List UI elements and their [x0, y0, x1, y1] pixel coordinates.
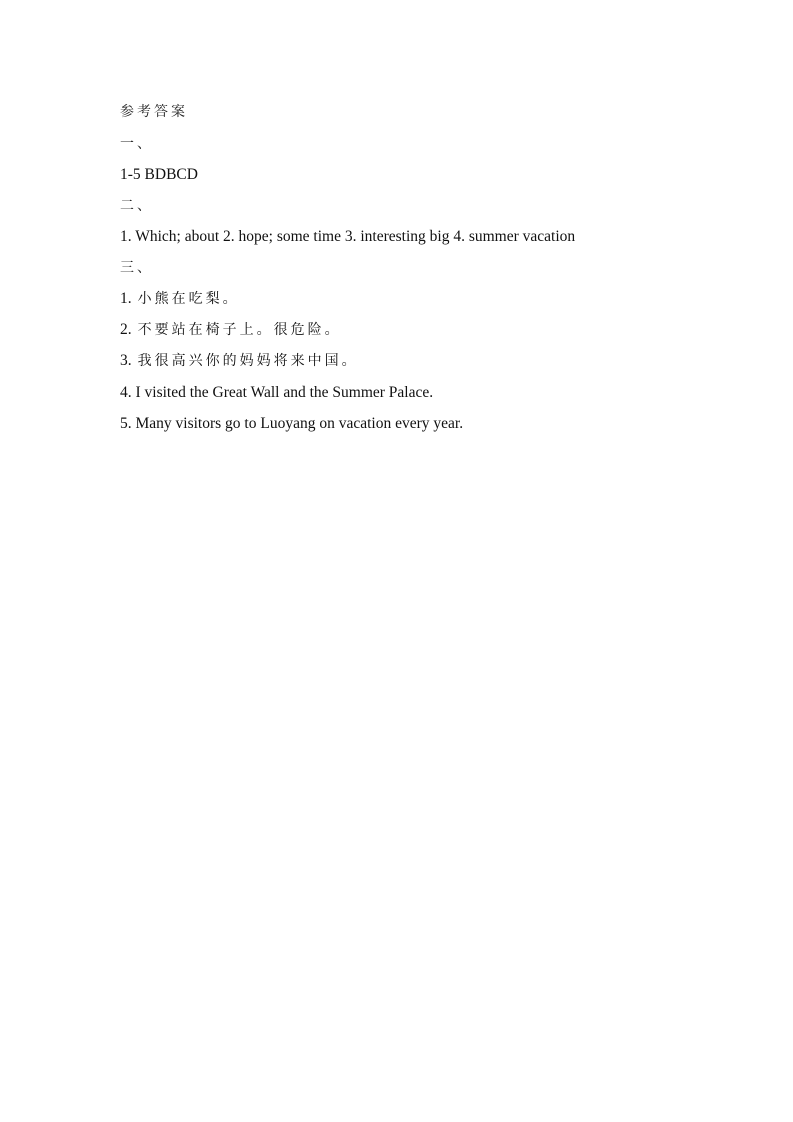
section-2-label: 二、 — [120, 198, 154, 214]
item-text: 小熊在吃梨。 — [137, 291, 240, 307]
section-3-label: 三、 — [120, 260, 154, 276]
item-text: 不要站在椅子上。很危险。 — [137, 322, 342, 338]
section-3-item-1 — [120, 289, 240, 309]
item-number: 2. — [120, 321, 132, 338]
item-number: 4. — [120, 384, 132, 401]
item-number: 3. — [120, 352, 132, 369]
section-3-item-2 — [120, 320, 342, 340]
page-heading: 参考答案 — [120, 104, 188, 120]
item-text: Many visitors go to Luoyang on vacation every year. — [135, 415, 464, 432]
section-2-answer: 1. Which; about 2. hope; some time 3. interesting big 4. summer vacation — [120, 228, 576, 245]
section-3-item-3 — [120, 351, 359, 371]
section-1-label: 一、 — [120, 136, 154, 152]
item-number: 5. — [120, 415, 132, 432]
section-1-answer: 1-5 BDBCD — [120, 166, 198, 183]
item-number: 1. — [120, 290, 132, 307]
section-3-item-5 — [120, 414, 463, 434]
item-text: I visited the Great Wall and the Summer Palace. — [135, 384, 434, 401]
section-3-item-4 — [120, 383, 433, 403]
item-text: 我很高兴你的妈妈将来中国。 — [137, 353, 359, 369]
